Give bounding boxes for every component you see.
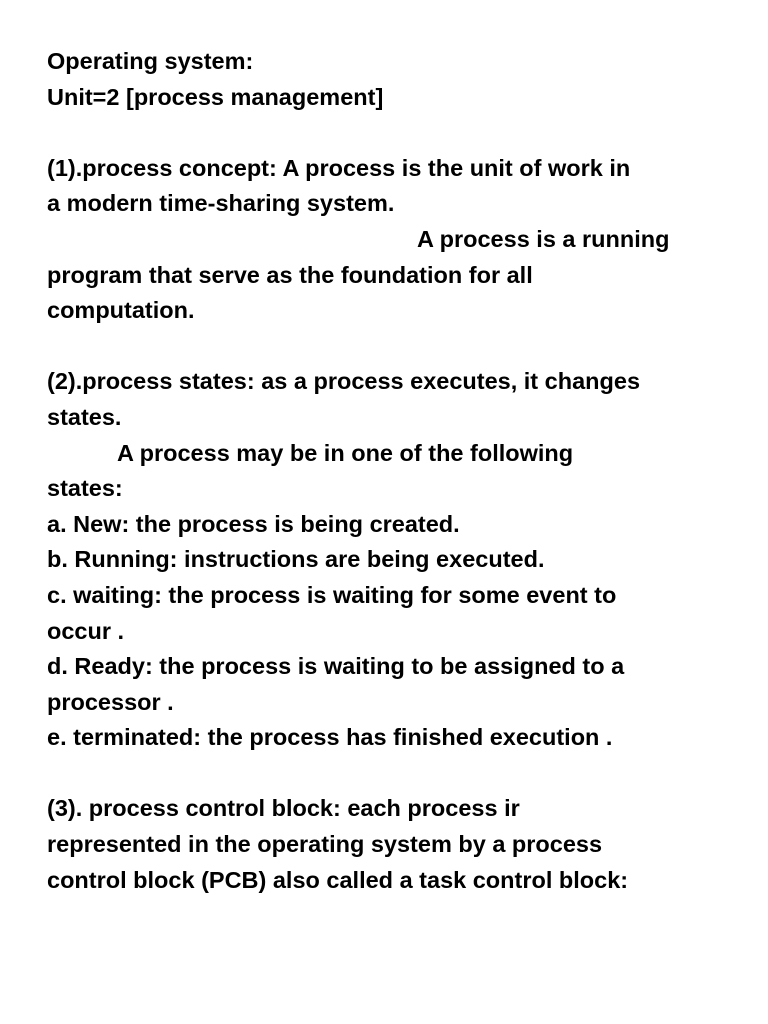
process-states-line-2: states. xyxy=(47,403,122,430)
pcb-line-1: (3). process control block: each process ir xyxy=(47,795,520,822)
process-concept-line-2: a modern time-sharing system. xyxy=(47,190,395,217)
state-item-terminated: e. terminated: the process has finished execution . xyxy=(47,724,613,751)
state-item-running: b. Running: instructions are being executed. xyxy=(47,546,545,573)
unit-heading: Unit=2 [process management] xyxy=(47,83,384,110)
process-concept-line-4: program that serve as the foundation for all xyxy=(47,261,533,288)
pcb-line-3: control block (PCB) also called a task control block: xyxy=(47,866,629,893)
document-title: Operating system: xyxy=(47,48,254,74)
process-states-line-1: (2).process states: as a process executes, it changes xyxy=(47,368,641,395)
state-item-waiting-cont: occur . xyxy=(47,617,125,644)
spacer xyxy=(47,756,728,792)
process-states-line-3: A process may be in one of the following xyxy=(117,439,574,466)
spacer xyxy=(47,115,728,151)
process-concept-line-1: (1).process concept: A process is the unit of work in xyxy=(47,154,631,181)
section-process-concept xyxy=(47,151,728,329)
spacer xyxy=(47,329,728,365)
state-item-ready: d. Ready: the process is waiting to be assigned to a xyxy=(47,653,625,680)
section-process-states xyxy=(47,364,728,756)
process-concept-line-5: computation. xyxy=(47,297,195,324)
pcb-line-2: represented in the operating system by a process xyxy=(47,831,603,858)
state-item-new: a. New: the process is being created. xyxy=(47,510,460,537)
process-concept-line-3: A process is a running xyxy=(417,225,670,252)
section-process-control-block xyxy=(47,791,728,898)
state-item-waiting: c. waiting: the process is waiting for some event to xyxy=(47,581,617,608)
state-item-ready-cont: processor . xyxy=(47,688,174,715)
process-states-line-4: states: xyxy=(47,475,123,502)
